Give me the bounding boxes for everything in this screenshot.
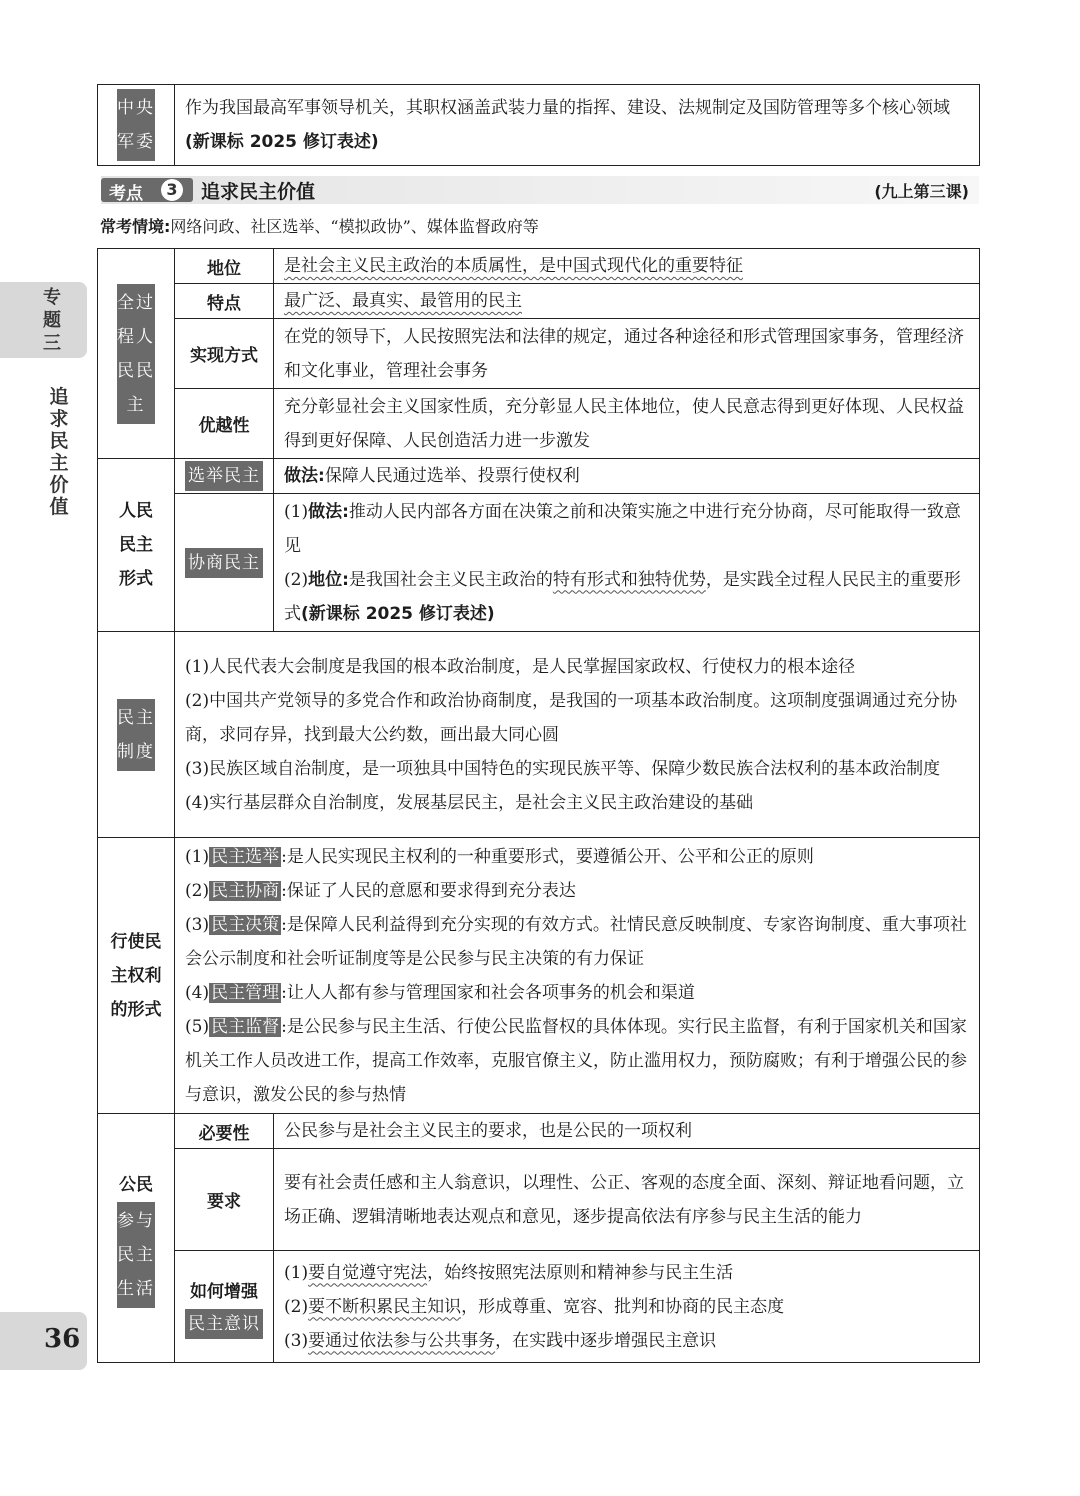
row-label-superiority: 优越性 (175, 389, 274, 459)
system-item: (3)民族区域自治制度，是一项独具中国特色的实现民族平等、保障少数民族合法权利的基本政治制度 (185, 758, 941, 779)
participation-label: 参与 民主 生活 (117, 1202, 155, 1308)
system-item: (1)人民代表大会制度是我国的根本政治制度，是人民掌握国家政权、行使权力的根本途径 (185, 656, 856, 677)
enhance-item: (3)要通过依法参与公共事务，在实践中逐步增强民主意识 (284, 1330, 717, 1351)
section-badge-number: 3 (161, 179, 183, 201)
page-number: 36 (44, 1324, 81, 1354)
system-item: (2)中国共产党领导的多党合作和政治协商制度，是我国的一项基本政治制度。这项制度强调通过充分协商，求同存异，找到最大公约数，画出最大同心圆 (185, 690, 958, 745)
topic-title-char: 价 (49, 474, 69, 496)
topic-title-char: 值 (49, 496, 69, 518)
row-text-necessity: 公民参与是社会主义民主的要求，也是公民的一项权利 (274, 1114, 980, 1149)
common-scenarios (100, 214, 539, 237)
section-badge (101, 178, 193, 202)
row-label-requirement: 要求 (175, 1149, 274, 1251)
electoral-text: 保障人民通过选举、投票行使权利 (324, 466, 580, 486)
topic-char: 题 (43, 310, 61, 331)
topic-char: 三 (43, 333, 61, 354)
row-text-superiority: 充分彰显社会主义国家性质，充分彰显人民主体地位，使人民意志得到更好体现、人民权益得到更好保障、人民创造活力进一步激发 (274, 389, 980, 459)
enhance-item: (1)要自觉遵守宪法，始终按照宪法原则和精神参与民主生活 (284, 1262, 734, 1283)
topic-title-char: 民 (49, 430, 69, 452)
common-scenarios-label: 常考情境: (100, 217, 171, 236)
cmc-label: 中央 军委 (117, 89, 155, 161)
whole-process-democracy-label: 全过 程人 民民 主 (117, 284, 155, 424)
consultative-democracy-label: 协商民主 (185, 548, 263, 578)
row-label-implementation: 实现方式 (175, 319, 274, 389)
rights-item: (4) 民主管理 :让人人都有参与管理国家和社会各项事务的机会和渠道 (185, 982, 695, 1003)
page-number-tab (0, 1312, 87, 1370)
row-label-status: 地位 (175, 249, 274, 284)
democracy-forms-label: 人民 民主 形式 (98, 459, 175, 632)
participation-label-plain: 公民 (119, 1175, 153, 1195)
section-title: 追求民主价值 (201, 181, 316, 203)
row-text-status: 是社会主义民主政治的本质属性，是中国式现代化的重要特征 (284, 256, 743, 276)
consultative-item-1: (1)做法:推动人民内部各方面在决策之前和决策实施之中进行充分协商，尽可能取得一致意见 (284, 501, 961, 556)
topic-title-char: 主 (49, 452, 69, 474)
rights-item: (2) 民主协商 :保证了人民的意愿和要求得到充分表达 (185, 880, 576, 901)
topic-title-char: 追 (49, 386, 69, 408)
row-text-requirement: 要有社会责任感和主人翁意识，以理性、公正、客观的态度全面、深刻、辩证地看问题，立场正确、逻辑清晰地表达观点和意见，逐步提高依法有序参与民主生活的能力 (274, 1149, 980, 1251)
enhance-item: (2)要不断积累民主知识，形成尊重、宽容、批判和协商的民主态度 (284, 1296, 785, 1317)
electoral-key: 做法: (284, 466, 325, 486)
main-table (97, 248, 980, 1363)
rights-item: (5) 民主监督 :是公民参与民主生活、行使公民监督权的具体体现。实行民主监督，有利于国家机关和国家机关工作人员改进工作，提高工作效率，克服官僚主义，防止滥用权力，预防腐败；有利于增强公民的参与意识，激发公民的参与热情 (185, 1016, 967, 1105)
democratic-system-label: 民主 制度 (117, 699, 155, 771)
system-item: (4)实行基层群众自治制度，发展基层民主，是社会主义民主政治建设的基础 (185, 792, 754, 813)
enhance-label-plain: 如何增强 (190, 1281, 258, 1302)
topic-title-vertical (47, 386, 71, 518)
topic-tab (0, 282, 87, 358)
topic-char: 专 (43, 287, 61, 308)
section-header (101, 176, 979, 204)
section-badge-label: 考点 (109, 184, 143, 204)
row-text-implementation: 在党的领导下，人民按照宪法和法律的规定，通过各种途径和形式管理国家事务，管理经济和文化事业，管理社会事务 (274, 319, 980, 389)
cmc-table (97, 84, 980, 166)
row-label-features: 特点 (175, 284, 274, 319)
row-label-necessity: 必要性 (175, 1114, 274, 1149)
cmc-source-note: (新课标 2025 修订表述) (185, 132, 379, 152)
rights-item: (1) 民主选举 :是人民实现民主权利的一种重要形式，要遵循公开、公平和公正的原则 (185, 846, 814, 867)
cmc-text: 作为我国最高军事领导机关，其职权涵盖武装力量的指挥、建设、法规制定及国防管理等多个核心领域 (185, 98, 950, 118)
rights-forms-label: 行使民 主权利 的形式 (98, 838, 175, 1114)
common-scenarios-text: 网络问政、社区选举、“模拟政协”、媒体监督政府等 (170, 217, 539, 236)
consultative-item-2: (2)地位:是我国社会主义民主政治的特有形式和独特优势，是实践全过程人民民主的重要形式(新课标 2025 修订表述) (284, 569, 961, 624)
enhance-label-tag: 民主意识 (185, 1309, 263, 1339)
electoral-democracy-label: 选举民主 (185, 461, 263, 491)
section-lesson: (九上第三课) (874, 182, 969, 201)
row-text-features: 最广泛、最真实、最管用的民主 (284, 291, 522, 311)
topic-title-char: 求 (49, 408, 69, 430)
rights-item: (3) 民主决策 :是保障人民利益得到充分实现的有效方式。社情民意反映制度、专家咨询制度、重大事项社会公示制度和社会听证制度等是公民参与民主决策的有力保证 (185, 914, 967, 969)
